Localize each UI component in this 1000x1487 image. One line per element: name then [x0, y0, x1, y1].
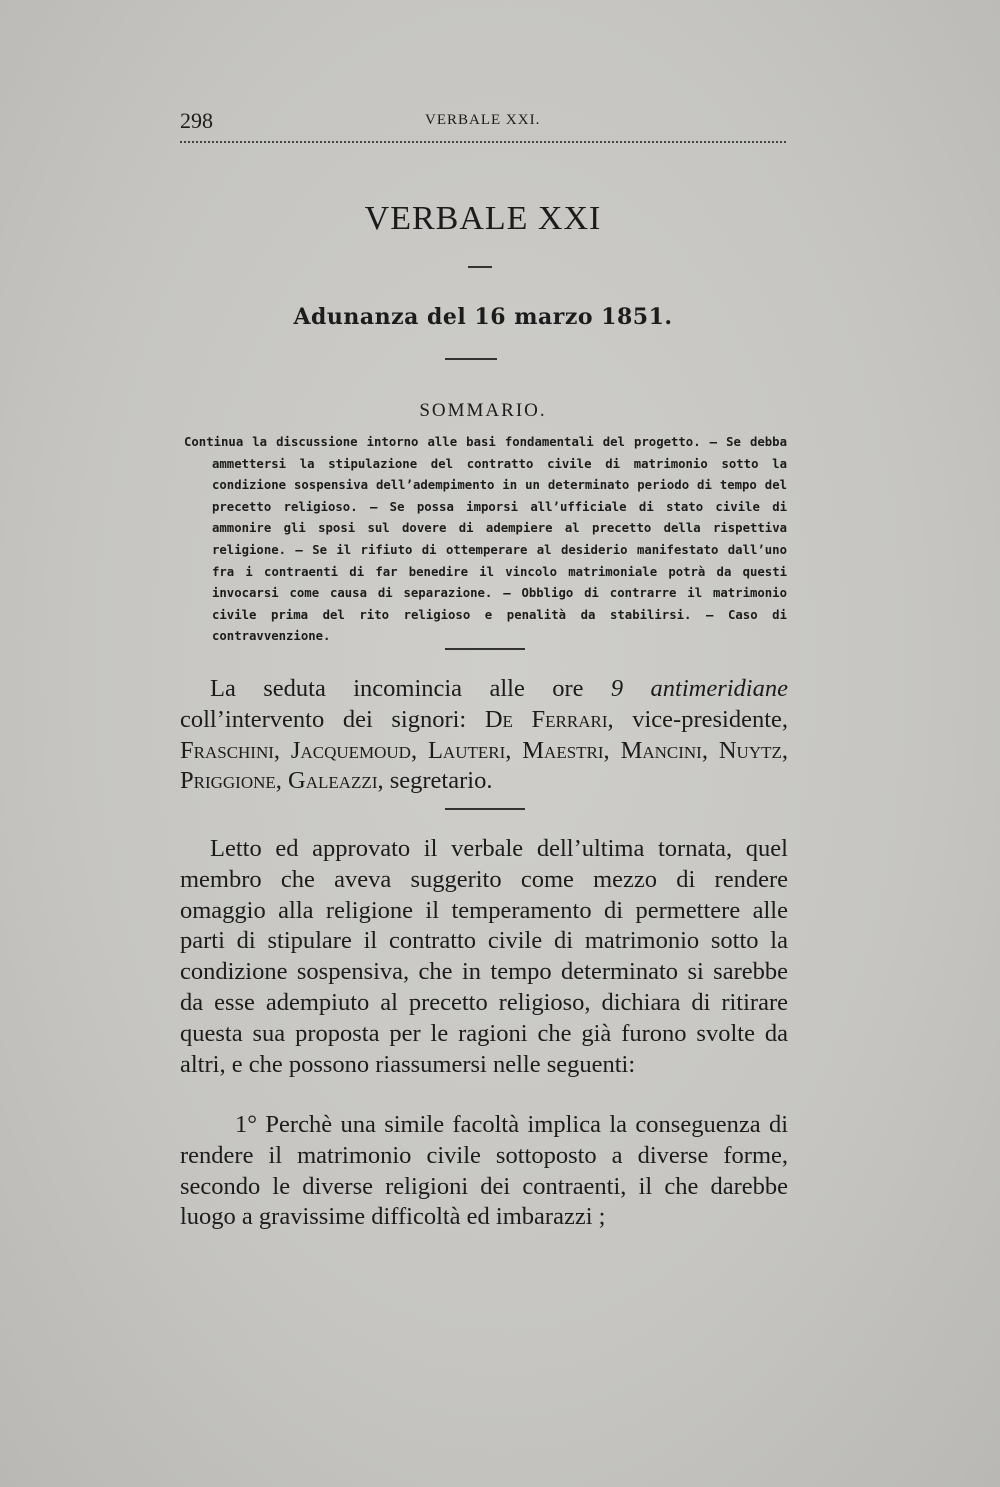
attendance-paragraph [180, 674, 788, 797]
attendance-intro: coll’intervento dei signori: [180, 705, 485, 733]
meeting-time: 9 antimeridiane [610, 675, 788, 702]
page-number: 298 [180, 108, 213, 133]
body-paragraph: Letto ed approvato il verbale dell’ultima tornata, quel membro che aveva suggerito come mezzo di rendere omaggio alla religione il temperamento di permettere alle parti di stipulare il contratto civile di matrimonio sotto la condizione sospensiva, che in tempo determinato si sarebbe da esse adempiuto al precetto religioso, dichiara di ritirare questa sua proposta per le ragioni che già furono svolte da altri, e che possono riassumersi nelle seguenti: [180, 835, 788, 1078]
vice-president-name: De Ferrari [484, 705, 608, 733]
member-names: Fraschini, Jacquemoud, Lauteri, Maestri, Mancini, Nuytz, Priggione, Galeazzi [180, 736, 788, 795]
session-date-heading: Adunanza del 16 marzo 1851. [293, 304, 673, 330]
summary-text: Continua la discussione intorno alle basi fondamentali del progetto. — Se debba ammettersi la stipulazione del contratto civile di matrimonio sotto la condizione sospensiva dell’adempimento in un determinato periodo di tempo del precetto religioso. — Se possa imporsi all’ufficiale di stato civile di ammonire gli sposi sul dovere di adempiere al precetto della rispettiva religione. — Se il rifiuto di ottemperare al desiderio manifestato dall’uno fra i contraenti di far benedire il vincolo matrimoniale potrà da questi invocarsi come causa di separazione. — Obbligo di contrarre il matrimonio civile prima del rito religioso e penalità da stabilirsi. — Caso di contravvenzione. [184, 435, 787, 644]
header-rule [180, 141, 786, 143]
page-title: VERBALE XXI [364, 200, 602, 237]
attendance-divider [445, 808, 525, 810]
secretary-role: , segretario. [377, 767, 493, 795]
vice-president-role: , vice-presidente, [607, 705, 788, 733]
title-divider [468, 266, 492, 268]
summary-heading: SOMMARIO. [419, 400, 547, 421]
summary-divider [445, 648, 525, 650]
attendance-lead: La seduta incomincia alle ore [210, 675, 611, 702]
body-paragraph-numbered: 1° Perchè una simile facoltà implica la conseguenza di rendere il matrimonio civile sottoposto a diverse forme, secondo le diverse religioni dei contraenti, il che darebbe luogo a gravissime difficoltà ed imbarazzi ; [180, 1111, 788, 1231]
running-title: VERBALE XXI. [425, 112, 541, 128]
subtitle-divider [445, 358, 497, 360]
running-head [180, 108, 786, 138]
